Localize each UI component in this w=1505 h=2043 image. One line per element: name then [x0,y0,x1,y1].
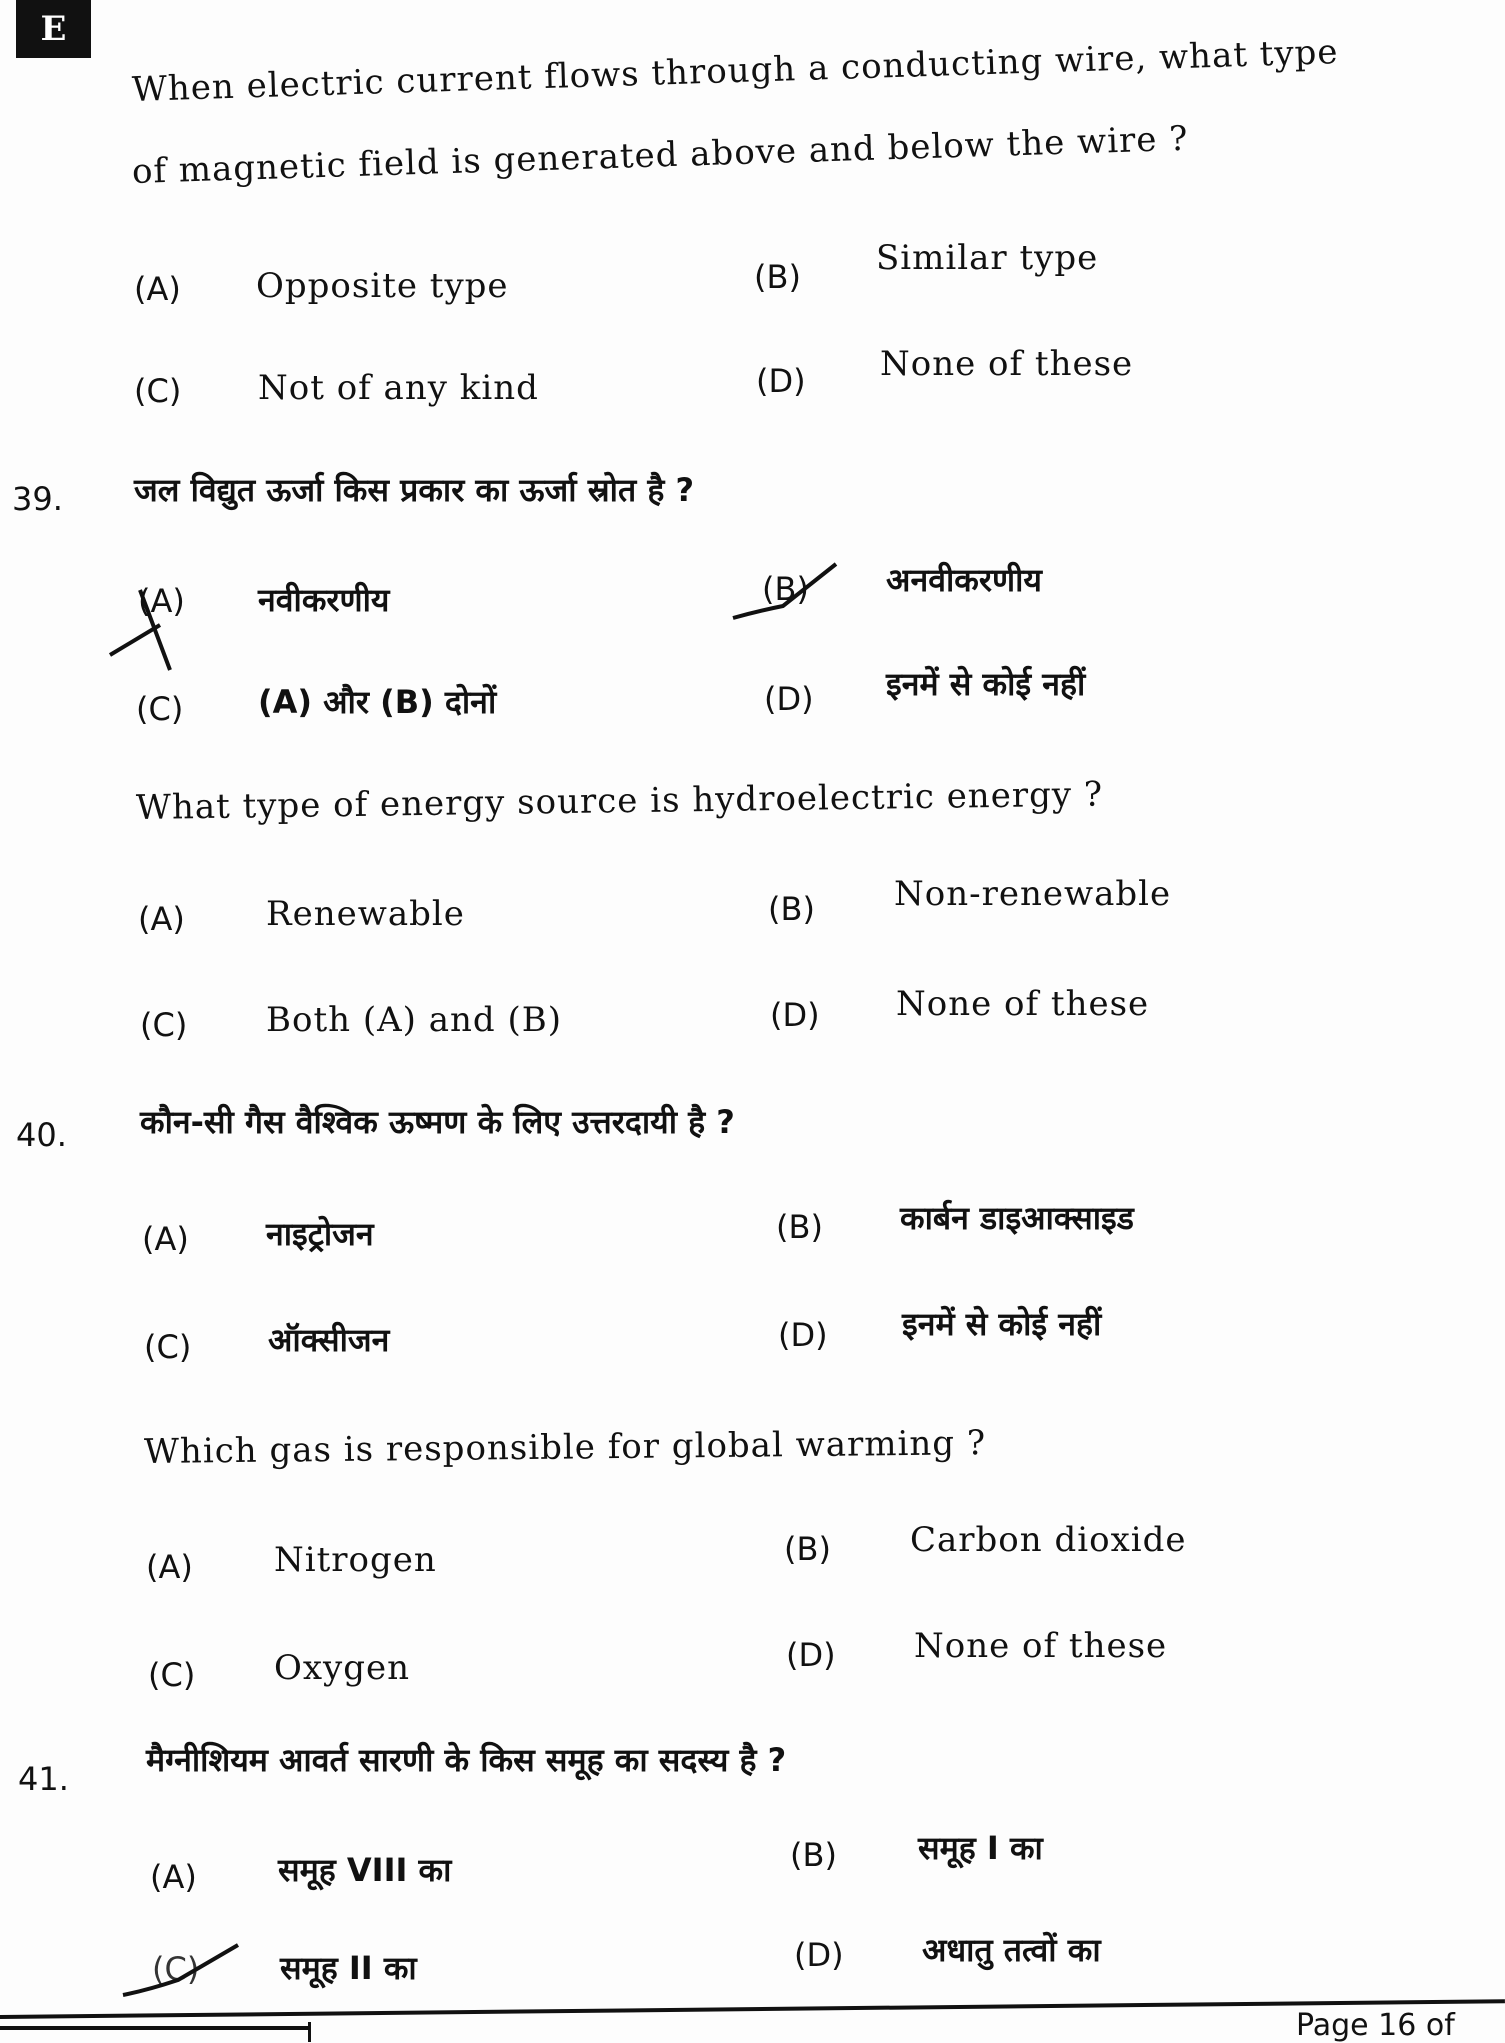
option-label: (A) [150,1858,197,1896]
option-label: (B) [768,890,815,928]
section-badge: E [16,0,91,58]
option-text: Oxygen [274,1648,411,1688]
option-label: (B) [762,570,809,608]
option-label: (D) [770,996,820,1034]
question-text-english: Which gas is responsible for global warming ? [143,1423,987,1472]
option-label: (A) [146,1548,193,1586]
footer-box-line [0,2026,310,2030]
option-text: None of these [914,1626,1168,1666]
option-text: Carbon dioxide [910,1520,1187,1560]
option-label: (B) [790,1836,837,1874]
question-text-line: of magnetic field is generated above and below the wire ? [131,118,1189,192]
option-label: (C) [144,1328,192,1366]
option-label: (C) [134,372,182,410]
option-label: (C) [140,1006,188,1044]
option-label: (D) [786,1636,836,1674]
question-number: 41. [18,1760,69,1798]
option-label: (A) [134,270,181,308]
question-number: 40. [16,1116,67,1154]
option-text: Opposite type [256,266,509,306]
question-text-hindi: जल विद्युत ऊर्जा किस प्रकार का ऊर्जा स्रोत है ? [134,471,695,509]
option-label: (C) [148,1656,196,1694]
question-text-line: When electric current flows through a conducting wire, what type [131,32,1340,110]
option-text: Not of any kind [258,368,539,408]
option-text: नवीकरणीय [258,581,390,619]
option-text: Similar type [876,238,1099,278]
option-text: कार्बन डाइआक्साइड [900,1199,1134,1237]
question-text-hindi: मैग्नीशियम आवर्त सारणी के किस समूह का सदस्य है ? [146,1741,787,1779]
option-text: नाइट्रोजन [266,1215,374,1253]
handwritten-cross-mark [100,580,210,680]
option-text: समूह VIII का [278,1851,452,1889]
option-label: (D) [756,362,806,400]
footer-box-divider [308,2022,311,2042]
page-number: Page 16 of [1296,2008,1455,2043]
handwritten-tick-mark [118,1940,248,2000]
option-label: (D) [764,680,814,718]
option-text: Both (A) and (B) [266,1000,562,1040]
option-text: ऑक्सीजन [268,1321,390,1359]
footer-divider [0,1999,1505,2019]
option-text: Renewable [266,894,465,934]
option-label: (D) [778,1316,828,1354]
option-text: समूह I का [918,1829,1043,1867]
question-text-hindi: कौन-सी गैस वैश्विक ऊष्मण के लिए उत्तरदायी है ? [140,1103,735,1141]
option-text: समूह II का [280,1949,417,1987]
handwritten-tick-mark [728,556,838,626]
option-text: अनवीकरणीय [886,561,1042,599]
option-label: (C) [152,1950,200,1988]
option-text: इनमें से कोई नहीं [902,1305,1102,1343]
option-text: Nitrogen [274,1540,437,1580]
option-text: अधातु तत्वों का [922,1931,1101,1969]
option-text: Non-renewable [894,874,1172,914]
option-label: (C) [136,690,184,728]
question-text-english: What type of energy source is hydroelectric energy ? [135,774,1104,828]
option-label: (A) [138,900,185,938]
question-number: 39. [12,480,63,518]
option-label: (D) [794,1936,844,1974]
option-label: (B) [776,1208,823,1246]
option-label: (A) [142,1220,189,1258]
option-text: None of these [896,984,1150,1024]
option-label: (B) [754,258,801,296]
option-text: (A) और (B) दोनों [258,683,497,721]
option-label: (A) [138,582,185,620]
option-text: इनमें से कोई नहीं [886,665,1086,703]
option-label: (B) [784,1530,831,1568]
option-text: None of these [880,344,1134,384]
